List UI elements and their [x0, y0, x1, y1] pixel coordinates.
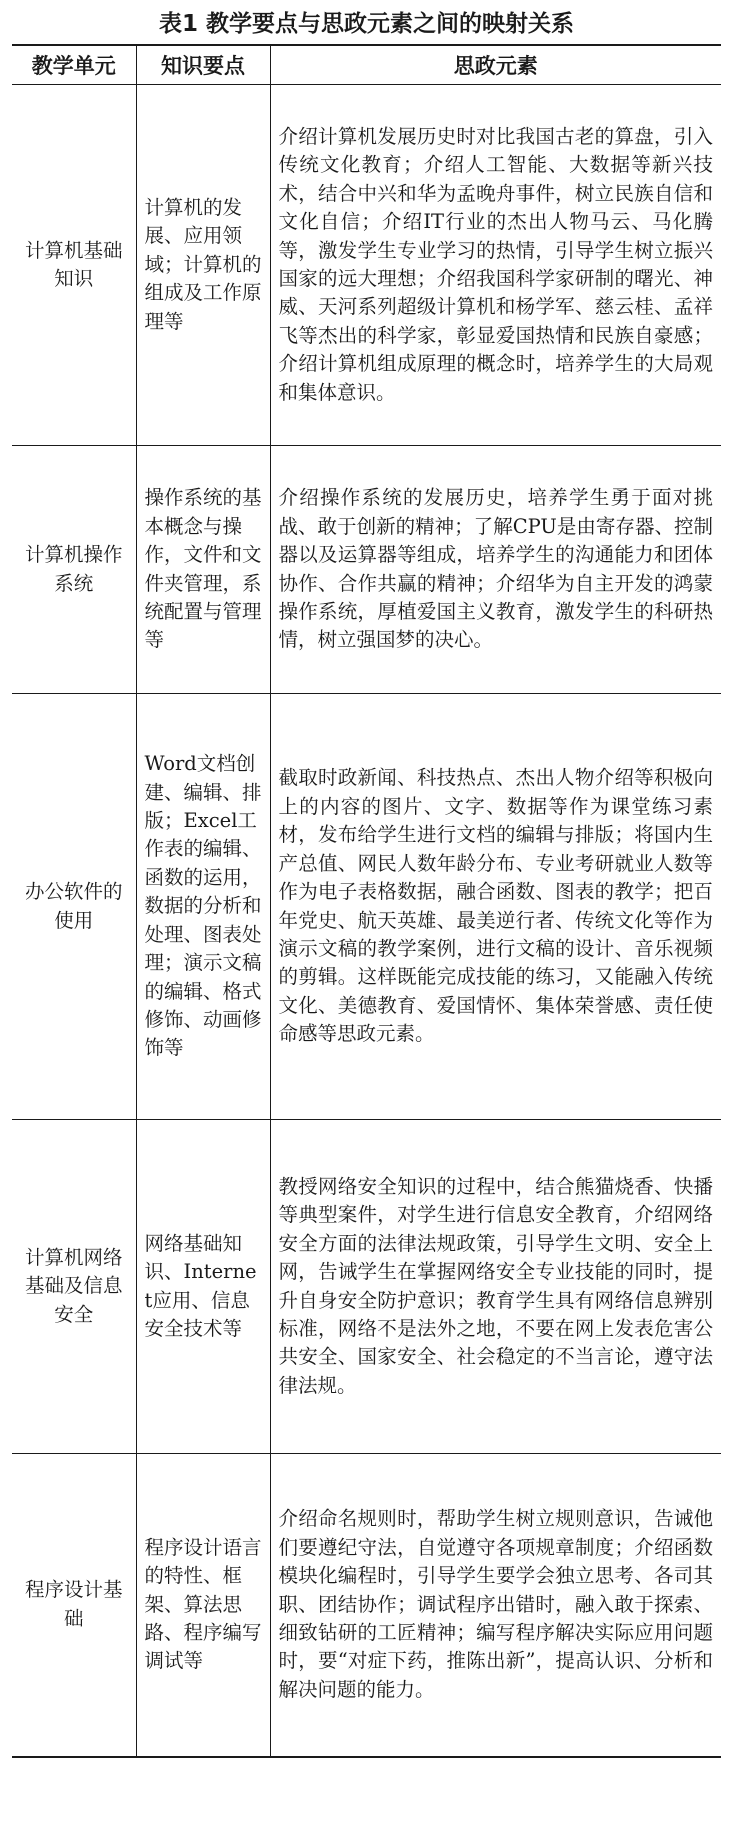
- table-caption: 表1 教学要点与思政元素之间的映射关系: [158, 11, 574, 37]
- header-teaching-unit: 教学单元: [12, 45, 136, 85]
- table-row: [12, 1120, 721, 1454]
- teaching-unit-cell: 办公软件的使用: [12, 694, 136, 1120]
- header-ideological-element: 思政元素: [270, 45, 721, 85]
- table-row: [12, 1454, 721, 1757]
- ideological-element-cell: 介绍命名规则时，帮助学生树立规则意识，告诫他们要遵纪守法，自觉遵守各项规章制度；介绍函数模块化编程时，引导学生要学会独立思考、各司其职、团结协作；调试程序出错时，融入敢于探索、细致钻研的工匠精神；编写程序解决实际应用问题时，要“对症下药，推陈出新”，提高认识、分析和解决问题的能力。: [270, 1454, 721, 1757]
- teaching-unit-cell: 计算机基础知识: [12, 85, 136, 446]
- ideological-element-cell: 介绍操作系统的发展历史，培养学生勇于面对挑战、敢于创新的精神；了解CPU是由寄存器、控制器以及运算器等组成，培养学生的沟通能力和团体协作、合作共赢的精神；介绍华为自主开发的鸿蒙操作系统，厚植爱国主义教育，激发学生的科研热情，树立强国梦的决心。: [270, 446, 721, 694]
- knowledge-point-cell: 操作系统的基本概念与操作，文件和文件夹管理，系统配置与管理等: [136, 446, 270, 694]
- mapping-table: [12, 44, 721, 1758]
- header-knowledge-point: 知识要点: [136, 45, 270, 85]
- ideological-element-cell: 截取时政新闻、科技热点、杰出人物介绍等积极向上的内容的图片、文字、数据等作为课堂练习素材，发布给学生进行文档的编辑与排版；将国内生产总值、网民人数年龄分布、专业考研就业人数等作为电子表格数据，融合函数、图表的教学；把百年党史、航天英雄、最美逆行者、传统文化等作为演示文稿的教学案例，进行文稿的设计、音乐视频的剪辑。这样既能完成技能的练习，又能融入传统文化、美德教育、爱国情怀、集体荣誉感、责任使命感等思政元素。: [270, 694, 721, 1120]
- knowledge-point-cell: 计算机的发展、应用领域；计算机的组成及工作原理等: [136, 85, 270, 446]
- knowledge-point-cell: 程序设计语言的特性、框架、算法思路、程序编写调试等: [136, 1454, 270, 1757]
- table-row: [12, 85, 721, 446]
- ideological-element-cell: 介绍计算机发展历史时对比我国古老的算盘，引入传统文化教育；介绍人工智能、大数据等新兴技术，结合中兴和华为孟晚舟事件，树立民族自信和文化自信；介绍IT行业的杰出人物马云、马化腾等，激发学生专业学习的热情，引导学生树立振兴国家的远大理想；介绍我国科学家研制的曙光、神威、天河系列超级计算机和杨学军、慈云桂、孟祥飞等杰出的科学家，彰显爱国热情和民族自豪感；介绍计算机组成原理的概念时，培养学生的大局观和集体意识。: [270, 85, 721, 446]
- table-header-row: [12, 45, 721, 85]
- table-row: [12, 694, 721, 1120]
- table-row: [12, 446, 721, 694]
- teaching-unit-cell: 计算机操作系统: [12, 446, 136, 694]
- knowledge-point-cell: Word文档创建、编辑、排版；Excel工作表的编辑、函数的运用，数据的分析和处理、图表处理；演示文稿的编辑、格式修饰、动画修饰等: [136, 694, 270, 1120]
- teaching-unit-cell: 计算机网络基础及信息安全: [12, 1120, 136, 1454]
- knowledge-point-cell: 网络基础知识、Internet应用、信息安全技术等: [136, 1120, 270, 1454]
- ideological-element-cell: 教授网络安全知识的过程中，结合熊猫烧香、快播等典型案件，对学生进行信息安全教育，介绍网络安全方面的法律法规政策，引导学生文明、安全上网，告诫学生在掌握网络安全专业技能的同时，提升自身安全防护意识；教育学生具有网络信息辨别标准，网络不是法外之地，不要在网上发表危害公共安全、国家安全、社会稳定的不当言论，遵守法律法规。: [270, 1120, 721, 1454]
- teaching-unit-cell: 程序设计基础: [12, 1454, 136, 1757]
